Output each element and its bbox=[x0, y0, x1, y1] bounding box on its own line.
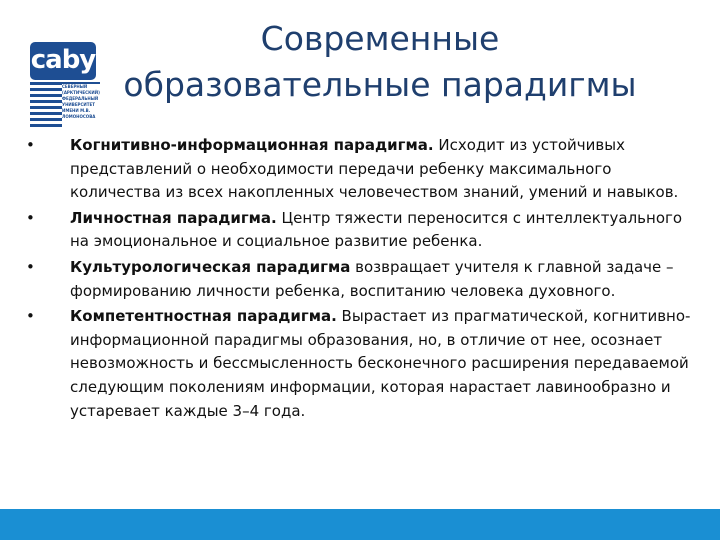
list-item bbox=[26, 134, 694, 205]
bullet-list bbox=[26, 134, 694, 425]
title-line-1: Современные bbox=[260, 19, 500, 58]
paradigm-term: Когнитивно-информационная парадигма. bbox=[70, 136, 434, 154]
paradigm-description: возвращает учителя к главной задаче – формированию личности ребенка, воспитанию человека духовного. bbox=[70, 257, 674, 300]
logo-wordmark: caby bbox=[30, 42, 96, 80]
list-item bbox=[26, 305, 694, 423]
slide-title bbox=[70, 16, 690, 108]
paradigm-description: Центр тяжести переносится с интеллектуального на эмоциональное и социальное развитие ребенка. bbox=[70, 208, 683, 251]
list-item bbox=[26, 207, 694, 254]
bullet-icon: • bbox=[26, 208, 35, 227]
bullet-icon: • bbox=[26, 257, 35, 276]
logo-caption: СЕВЕРНЫЙ (АРКТИЧЕСКИЙ) ФЕДЕРАЛЬНЫЙ УНИВЕРСИТЕТ ИМЕНИ М.В. ЛОМОНОСОВА bbox=[62, 84, 100, 132]
footer-bar bbox=[0, 509, 720, 540]
paradigm-term: Компетентностная парадигма. bbox=[70, 307, 337, 326]
list-item bbox=[26, 256, 694, 303]
bullet-icon: • bbox=[26, 136, 35, 154]
paradigm-term: Культурологическая парадигма bbox=[70, 257, 351, 276]
paradigm-description: Исходит из устойчивых представлений о необходимости передачи ребенку максимального количества из всех накопленных человечеством знаний, умений и навыков. bbox=[70, 136, 679, 202]
paradigm-term: Личностная парадигма. bbox=[70, 208, 277, 227]
title-line-2: образовательные парадигмы bbox=[123, 65, 637, 104]
paradigm-description: Вырастает из прагматической, когнитивно-информационной парадигмы образования, но, в отличие от нее, осознает невозможность и бессмысленность бесконечного расширения передаваемой следующим поколениям информации, которая нарастает лавинообразно и устаревает каждые 3–4 года. bbox=[70, 307, 691, 420]
bullet-icon: • bbox=[26, 307, 35, 326]
